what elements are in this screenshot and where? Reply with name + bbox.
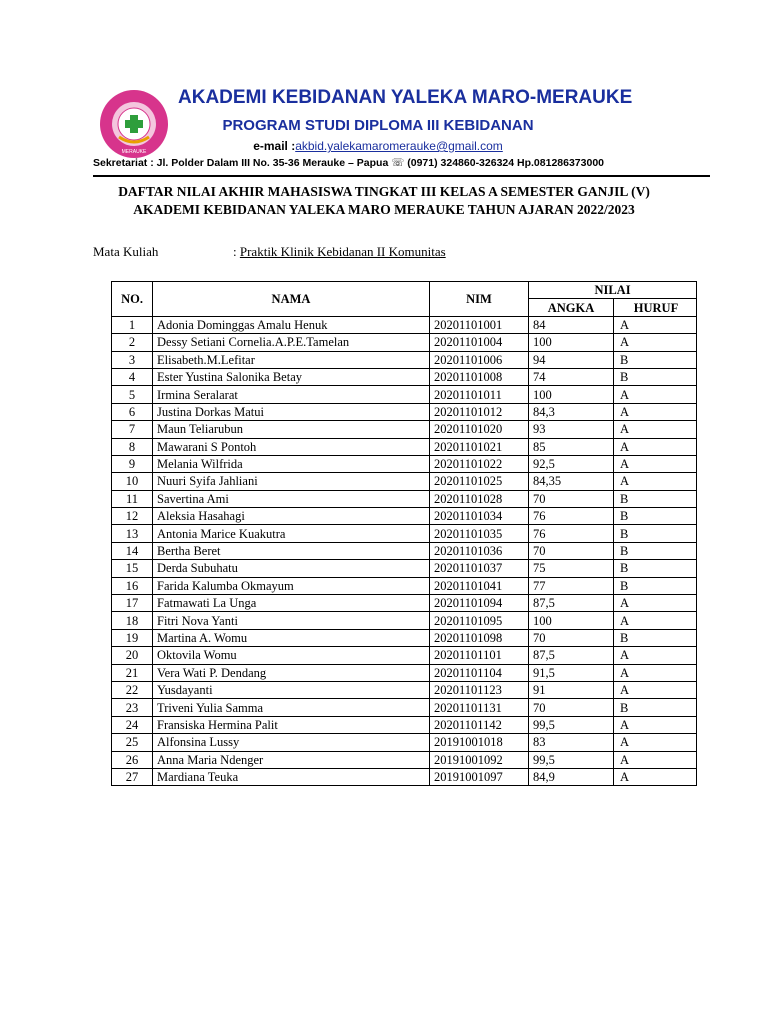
grades-table <box>111 281 697 786</box>
subject-line <box>93 244 446 260</box>
table-row <box>112 768 697 785</box>
row-nama: Irmina Seralarat <box>153 386 430 403</box>
row-huruf: A <box>614 403 697 420</box>
row-angka: 87,5 <box>529 595 614 612</box>
table-row <box>112 490 697 507</box>
row-no: 1 <box>112 316 153 333</box>
document-title: DAFTAR NILAI AKHIR MAHASISWA TINGKAT III KELAS A SEMESTER GANJIL (V) AKADEMI KEBIDANAN YALEKA MARO MERAUKE TAHUN AJARAN 2022/2023 <box>118 184 650 217</box>
row-angka: 84,9 <box>529 768 614 785</box>
header-divider <box>93 175 710 177</box>
row-nama: Aleksia Hasahagi <box>153 508 430 525</box>
table-row <box>112 386 697 403</box>
row-angka: 74 <box>529 368 614 385</box>
header-angka: ANGKA <box>529 299 614 316</box>
row-angka: 100 <box>529 334 614 351</box>
letterhead <box>0 0 768 180</box>
row-nama: Maun Teliarubun <box>153 421 430 438</box>
row-nim: 20201101020 <box>430 421 529 438</box>
table-row <box>112 595 697 612</box>
row-nama: Martina A. Womu <box>153 629 430 646</box>
table-row <box>112 542 697 559</box>
row-huruf: A <box>614 438 697 455</box>
row-angka: 99,5 <box>529 751 614 768</box>
grades-body <box>112 316 697 786</box>
row-huruf: A <box>614 316 697 333</box>
table-row <box>112 612 697 629</box>
row-nim: 20201101025 <box>430 473 529 490</box>
row-nim: 20201101001 <box>430 316 529 333</box>
table-row <box>112 403 697 420</box>
row-nim: 20201101094 <box>430 595 529 612</box>
row-nama: Anna Maria Ndenger <box>153 751 430 768</box>
row-huruf: B <box>614 629 697 646</box>
row-huruf: B <box>614 699 697 716</box>
row-nim: 20201101098 <box>430 629 529 646</box>
subject-separator: : <box>233 244 237 259</box>
row-huruf: A <box>614 334 697 351</box>
row-nim: 20201101123 <box>430 681 529 698</box>
row-angka: 76 <box>529 508 614 525</box>
row-nama: Yusdayanti <box>153 681 430 698</box>
row-no: 9 <box>112 455 153 472</box>
row-nama: Dessy Setiani Cornelia.A.P.E.Tamelan <box>153 334 430 351</box>
table-row <box>112 438 697 455</box>
row-no: 11 <box>112 490 153 507</box>
row-nama: Derda Subuhatu <box>153 560 430 577</box>
row-nim: 20201101104 <box>430 664 529 681</box>
row-huruf: B <box>614 542 697 559</box>
table-row <box>112 473 697 490</box>
row-nim: 20201101028 <box>430 490 529 507</box>
row-huruf: B <box>614 351 697 368</box>
row-nim: 20201101131 <box>430 699 529 716</box>
row-nim: 20191001092 <box>430 751 529 768</box>
row-angka: 70 <box>529 490 614 507</box>
row-no: 19 <box>112 629 153 646</box>
row-nim: 20201101008 <box>430 368 529 385</box>
row-no: 18 <box>112 612 153 629</box>
table-row <box>112 699 697 716</box>
row-nama: Fatmawati La Unga <box>153 595 430 612</box>
row-nim: 20201101037 <box>430 560 529 577</box>
table-row <box>112 716 697 733</box>
row-nim: 20201101006 <box>430 351 529 368</box>
row-angka: 70 <box>529 699 614 716</box>
row-nim: 20201101004 <box>430 334 529 351</box>
row-angka: 75 <box>529 560 614 577</box>
row-nama: Ester Yustina Salonika Betay <box>153 368 430 385</box>
row-huruf: A <box>614 768 697 785</box>
row-nama: Elisabeth.M.Lefitar <box>153 351 430 368</box>
row-no: 25 <box>112 734 153 751</box>
row-huruf: B <box>614 508 697 525</box>
row-nim: 20191001018 <box>430 734 529 751</box>
row-huruf: A <box>614 734 697 751</box>
row-nama: Savertina Ami <box>153 490 430 507</box>
header-no: NO. <box>112 282 153 317</box>
email-line <box>178 139 578 153</box>
row-nim: 20191001097 <box>430 768 529 785</box>
table-row <box>112 734 697 751</box>
row-angka: 83 <box>529 734 614 751</box>
row-nim: 20201101021 <box>430 438 529 455</box>
row-nim: 20201101034 <box>430 508 529 525</box>
table-row <box>112 751 697 768</box>
row-no: 4 <box>112 368 153 385</box>
row-no: 20 <box>112 647 153 664</box>
row-nama: Fitri Nova Yanti <box>153 612 430 629</box>
row-no: 2 <box>112 334 153 351</box>
row-nim: 20201101041 <box>430 577 529 594</box>
row-nama: Alfonsina Lussy <box>153 734 430 751</box>
row-angka: 76 <box>529 525 614 542</box>
table-row <box>112 351 697 368</box>
row-nama: Mardiana Teuka <box>153 768 430 785</box>
row-nim: 20201101035 <box>430 525 529 542</box>
row-huruf: B <box>614 525 697 542</box>
row-huruf: A <box>614 473 697 490</box>
table-row <box>112 508 697 525</box>
row-nama: Melania Wilfrida <box>153 455 430 472</box>
row-angka: 92,5 <box>529 455 614 472</box>
row-nim: 20201101142 <box>430 716 529 733</box>
row-huruf: A <box>614 595 697 612</box>
row-no: 21 <box>112 664 153 681</box>
row-nama: Vera Wati P. Dendang <box>153 664 430 681</box>
row-huruf: B <box>614 560 697 577</box>
table-row <box>112 629 697 646</box>
table-row <box>112 334 697 351</box>
program-name: PROGRAM STUDI DIPLOMA III KEBIDANAN <box>222 117 534 134</box>
table-row <box>112 664 697 681</box>
table-row <box>112 577 697 594</box>
header-nama: NAMA <box>153 282 430 317</box>
row-nim: 20201101022 <box>430 455 529 472</box>
table-row <box>112 421 697 438</box>
institution-logo <box>99 89 169 159</box>
row-nama: Farida Kalumba Okmayum <box>153 577 430 594</box>
table-row <box>112 560 697 577</box>
row-nama: Adonia Dominggas Amalu Henuk <box>153 316 430 333</box>
row-huruf: A <box>614 751 697 768</box>
row-angka: 77 <box>529 577 614 594</box>
row-nim: 20201101036 <box>430 542 529 559</box>
row-nama: Antonia Marice Kuakutra <box>153 525 430 542</box>
table-row <box>112 455 697 472</box>
row-huruf: B <box>614 490 697 507</box>
row-nim: 20201101012 <box>430 403 529 420</box>
table-row <box>112 316 697 333</box>
row-huruf: B <box>614 368 697 385</box>
table-row <box>112 681 697 698</box>
row-angka: 84 <box>529 316 614 333</box>
row-nama: Triveni Yulia Samma <box>153 699 430 716</box>
row-huruf: B <box>614 577 697 594</box>
row-no: 3 <box>112 351 153 368</box>
row-huruf: A <box>614 421 697 438</box>
address-line: Sekretariat : Jl. Polder Dalam III No. 35-36 Merauke – Papua ☏ (0971) 324860-326324 Hp.081286373000 <box>93 157 605 169</box>
row-nim: 20201101011 <box>430 386 529 403</box>
row-no: 17 <box>112 595 153 612</box>
row-angka: 84,35 <box>529 473 614 490</box>
header-nilai: NILAI <box>529 282 697 299</box>
row-angka: 93 <box>529 421 614 438</box>
row-no: 7 <box>112 421 153 438</box>
row-nim: 20201101101 <box>430 647 529 664</box>
table-row <box>112 647 697 664</box>
row-no: 16 <box>112 577 153 594</box>
row-nama: Justina Dorkas Matui <box>153 403 430 420</box>
row-angka: 84,3 <box>529 403 614 420</box>
row-huruf: A <box>614 664 697 681</box>
header-nim: NIM <box>430 282 529 317</box>
row-nama: Nuuri Syifa Jahliani <box>153 473 430 490</box>
row-angka: 85 <box>529 438 614 455</box>
row-huruf: A <box>614 647 697 664</box>
row-no: 8 <box>112 438 153 455</box>
row-huruf: A <box>614 455 697 472</box>
row-no: 23 <box>112 699 153 716</box>
row-no: 27 <box>112 768 153 785</box>
row-no: 5 <box>112 386 153 403</box>
row-nama: Bertha Beret <box>153 542 430 559</box>
subject-value: Praktik Klinik Kebidanan II Komunitas <box>239 244 446 259</box>
row-huruf: A <box>614 612 697 629</box>
row-no: 13 <box>112 525 153 542</box>
row-angka: 94 <box>529 351 614 368</box>
row-no: 22 <box>112 681 153 698</box>
row-no: 14 <box>112 542 153 559</box>
row-huruf: A <box>614 681 697 698</box>
row-huruf: A <box>614 716 697 733</box>
email-label: e-mail : <box>253 139 296 153</box>
row-no: 26 <box>112 751 153 768</box>
row-no: 15 <box>112 560 153 577</box>
row-angka: 91,5 <box>529 664 614 681</box>
row-nim: 20201101095 <box>430 612 529 629</box>
row-angka: 100 <box>529 386 614 403</box>
row-angka: 99,5 <box>529 716 614 733</box>
email-link[interactable]: akbid.yalekamaromerauke@gmail.com <box>295 139 503 153</box>
header-huruf: HURUF <box>614 299 697 316</box>
row-nama: Fransiska Hermina Palit <box>153 716 430 733</box>
table-row <box>112 368 697 385</box>
subject-label: Mata Kuliah <box>93 244 159 259</box>
row-nama: Mawarani S Pontoh <box>153 438 430 455</box>
institution-name: AKADEMI KEBIDANAN YALEKA MARO-MERAUKE <box>178 87 633 108</box>
row-angka: 70 <box>529 629 614 646</box>
row-huruf: A <box>614 386 697 403</box>
row-no: 6 <box>112 403 153 420</box>
table-row <box>112 525 697 542</box>
row-angka: 70 <box>529 542 614 559</box>
svg-text:MERAUKE: MERAUKE <box>121 149 147 155</box>
row-angka: 87,5 <box>529 647 614 664</box>
row-no: 12 <box>112 508 153 525</box>
row-angka: 91 <box>529 681 614 698</box>
row-no: 24 <box>112 716 153 733</box>
row-angka: 100 <box>529 612 614 629</box>
row-no: 10 <box>112 473 153 490</box>
row-nama: Oktovila Womu <box>153 647 430 664</box>
